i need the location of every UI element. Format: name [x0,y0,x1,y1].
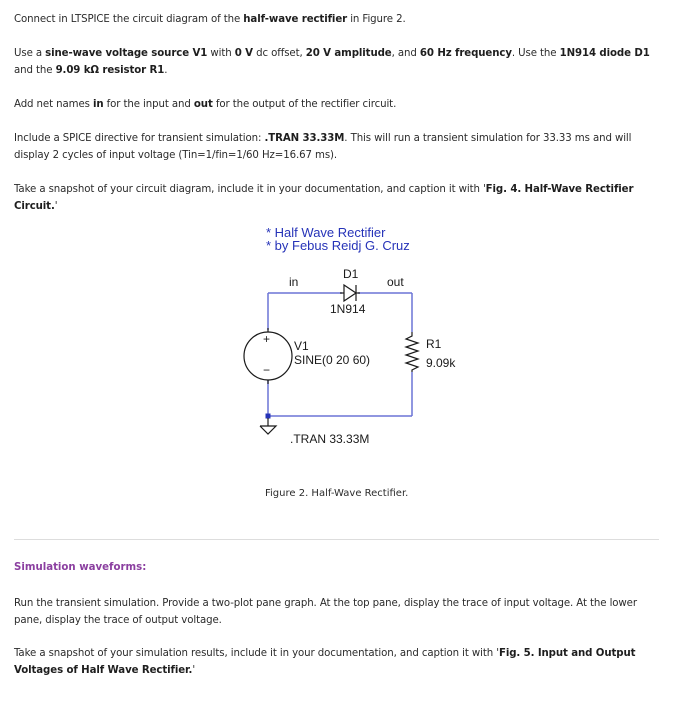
text-span: , and [391,48,420,59]
text-span: Run the transient simulation. Provide a two-plot pane graph. At the top pane, display the trace of input voltage. At the lower pane, display the trace of output voltage. [14,598,637,626]
instruction-paragraph-5 [14,181,662,215]
instruction-paragraph-2 [14,45,662,79]
bold-span: 0 V [234,48,253,59]
text-span: . This will run a transient simulation for 33.33 ms and will display 2 cycles of input voltage (Tin=1/fin=1/60 Hz=16.67 ms). [14,133,632,161]
source-minus-sign: − [263,363,271,377]
section-divider [14,539,659,540]
resistor-r1 [406,332,418,372]
bold-span: Fig. 5. Input and Output Voltages of Half Wave Rectifier. [14,648,636,676]
ground-node-dot [266,414,271,419]
bold-span: half-wave rectifier [243,14,348,25]
text-span: . [164,65,168,76]
ground-triangle [260,426,276,434]
source-value-label: SINE(0 20 60) [294,353,371,367]
bold-span: in [92,99,104,110]
bold-span: sine-wave voltage source V1 [45,48,208,59]
half-wave-rectifier-schematic [240,222,500,462]
bold-span: Fig. 4. Half-Wave Rectifier Circuit. [14,184,634,212]
text-span: Use a [14,48,46,59]
bold-span: .TRAN 33.33M [264,133,345,144]
text-span: in Figure 2. [347,14,406,25]
bold-span: 60 Hz frequency [419,48,512,59]
text-span: for the input and [103,99,194,110]
text-span: Connect in LTSPICE the circuit diagram of the [14,14,244,25]
resistor-value-label: 9.09k [426,356,456,370]
spice-directive: .TRAN 33.33M [290,432,370,446]
schematic-comment-1: * Half Wave Rectifier [266,225,386,240]
text-span: Take a snapshot of your simulation results, include it in your documentation, and caption it with ' [14,648,499,659]
bold-span: 1N914 diode D1 [559,48,650,59]
schematic-comment-2: * by Febus Reidj G. Cruz [266,238,410,253]
text-span: and the [14,65,56,76]
net-label-out: out [387,275,404,289]
text-span: ' [192,665,196,676]
text-span: dc offset, [252,48,306,59]
resistor-name-label: R1 [426,337,442,351]
diode-triangle [344,285,356,301]
diode-model-label: 1N914 [330,302,366,316]
text-span: Take a snapshot of your circuit diagram, include it in your documentation, and caption it with ' [14,184,486,195]
text-span: . Use the [511,48,560,59]
bold-span: 9.09 kΩ resistor R1 [55,65,165,76]
figure-caption: Figure 2. Half-Wave Rectifier. [265,488,409,499]
source-plus-sign: + [263,332,271,346]
source-name-label: V1 [294,339,309,353]
diode-name-label: D1 [343,267,359,281]
bold-span: out [193,99,213,110]
net-label-in: in [289,275,299,289]
instruction-paragraph-6 [14,595,662,629]
text-span: Include a SPICE directive for transient simulation: [14,133,265,144]
text-span: for the output of the rectifier circuit. [212,99,397,110]
instruction-paragraph-7 [14,645,662,679]
diode-d1 [340,285,360,301]
instruction-paragraph-1 [14,11,662,28]
text-span: with [207,48,235,59]
section-title: Simulation waveforms: [14,562,147,573]
text-span: Add net names [14,99,93,110]
resistor-zigzag [406,332,418,372]
instruction-paragraph-3 [14,96,662,113]
bold-span: 20 V amplitude [305,48,392,59]
instruction-paragraph-4 [14,130,662,164]
text-span: ' [54,201,58,212]
voltage-source-v1 [244,328,292,384]
